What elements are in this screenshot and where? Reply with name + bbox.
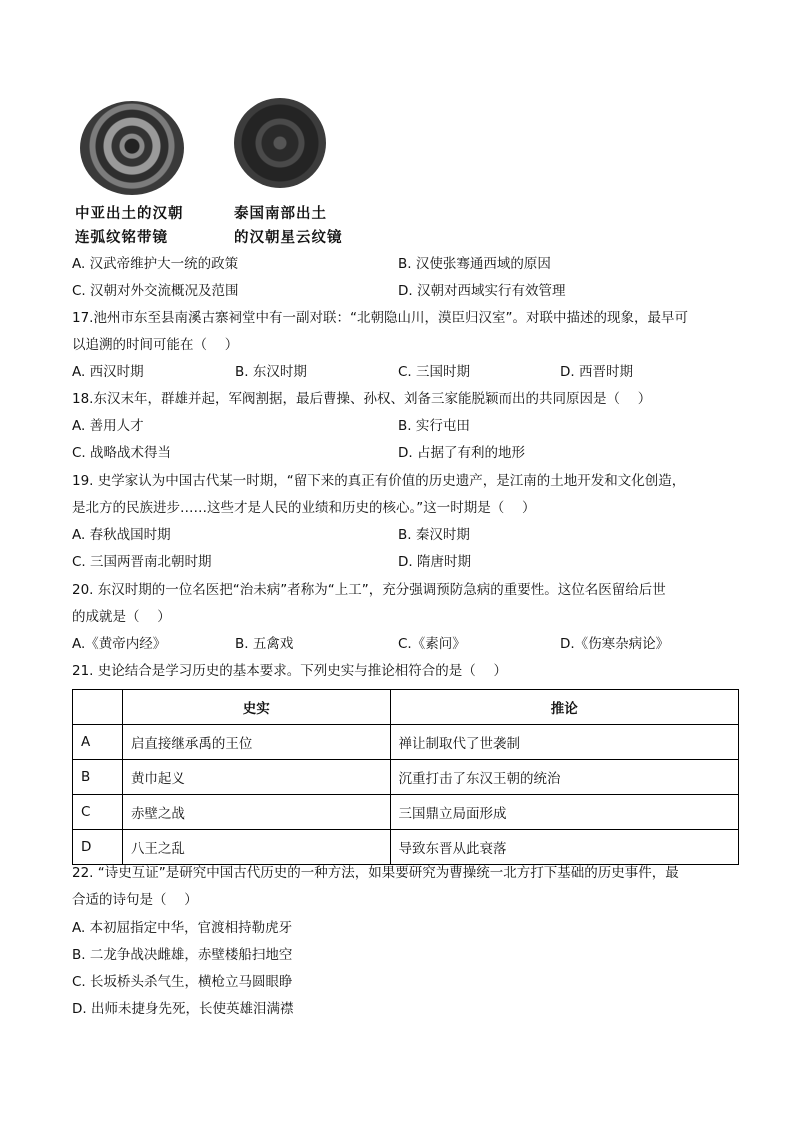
figure-caption-1-line2: 连弧纹铭带镜: [75, 229, 168, 246]
q22-option-a: A. 本初屈指定中华，官渡相持勒虎牙: [72, 920, 293, 936]
row-inference: 导致东晋从此衰落: [390, 830, 738, 865]
q16-option-a: A. 汉武帝维护大一统的政策: [72, 256, 239, 272]
row-inference: 禅让制取代了世袭制: [390, 725, 738, 760]
q17-option-b: B. 东汉时期: [235, 364, 307, 380]
q19-stem-line1: 19. 史学家认为中国古代某一时期，“留下来的真正有价值的历史遗产，是江南的土地开发和文化创造，: [72, 473, 686, 489]
q18-option-b: B. 实行屯田: [398, 418, 470, 434]
q18-option-c: C. 战略战术得当: [72, 445, 172, 461]
q17-option-a: A. 西汉时期: [72, 364, 144, 380]
figure-caption-1: [75, 202, 184, 250]
q22-option-b: B. 二龙争战决雌雄，赤壁楼船扫地空: [72, 947, 293, 963]
q22-stem-line2: 合适的诗句是（ ）: [72, 892, 198, 908]
row-label: A: [73, 725, 123, 760]
q17-stem-line2: 以追溯的时间可能在（ ）: [72, 337, 239, 353]
q17-option-c: C. 三国时期: [398, 364, 471, 380]
figure-caption-2-line2: 的汉朝星云纹镜: [234, 229, 343, 246]
q17-stem-line1: 17.池州市东至县南溪古寨祠堂中有一副对联：“北朝隐山川，漠臣归汉室”。对联中描述的现象，最早可: [72, 310, 688, 326]
q22-option-c: C. 长坂桥头杀气生，横枪立马圆眼睁: [72, 974, 293, 990]
row-fact: 八王之乱: [122, 830, 390, 865]
figure-caption-2: [234, 202, 343, 250]
table-row: [73, 795, 739, 830]
table-row: [73, 830, 739, 865]
row-label: D: [73, 830, 123, 865]
row-label: C: [73, 795, 123, 830]
q21-stem: 21. 史论结合是学习历史的基本要求。下列史实与推论相符合的是（ ）: [72, 663, 508, 679]
q18-stem: 18.东汉末年，群雄并起，军阀割据，最后曹操、孙权、刘备三家能脱颖而出的共同原因是（ ）: [72, 391, 652, 407]
table-row: [73, 725, 739, 760]
q17-option-d: D. 西晋时期: [560, 364, 633, 380]
row-fact: 黄巾起义: [122, 760, 390, 795]
table-header-fact: 史实: [122, 690, 390, 725]
q18-option-d: D. 占据了有利的地形: [398, 445, 525, 461]
q16-option-c: C. 汉朝对外交流概况及范围: [72, 283, 239, 299]
q19-option-b: B. 秦汉时期: [398, 527, 470, 543]
q18-option-a: A. 善用人才: [72, 418, 144, 434]
q20-option-c: C.《素问》: [398, 636, 466, 652]
q20-stem-line1: 20. 东汉时期的一位名医把“治未病”者称为“上工”，充分强调预防急病的重要性。这位名医留给后世: [72, 582, 666, 598]
table-header-inference: 推论: [390, 690, 738, 725]
han-mirror-image-central-asia: [80, 101, 184, 195]
q19-stem-line2: 是北方的民族进步……这些才是人民的业绩和历史的核心。”这一时期是（ ）: [72, 500, 536, 516]
q16-option-b: B. 汉使张骞通西域的原因: [398, 256, 551, 272]
row-inference: 沉重打击了东汉王朝的统治: [390, 760, 738, 795]
q19-option-a: A. 春秋战国时期: [72, 527, 171, 543]
figure-caption-1-line1: 中亚出土的汉朝: [75, 205, 184, 222]
han-mirror-image-thailand: [234, 98, 326, 188]
q22-option-d: D. 出师未捷身先死，长使英雄泪满襟: [72, 1001, 294, 1017]
row-fact: 赤壁之战: [122, 795, 390, 830]
row-inference: 三国鼎立局面形成: [390, 795, 738, 830]
q20-option-d: D.《伤寒杂病论》: [560, 636, 670, 652]
figure-caption-2-line1: 泰国南部出土: [234, 205, 327, 222]
q20-stem-line2: 的成就是（ ）: [72, 609, 171, 625]
table-header-label: [73, 690, 123, 725]
row-label: B: [73, 760, 123, 795]
row-fact: 启直接继承禹的王位: [122, 725, 390, 760]
q22-stem-line1: 22. “诗史互证”是研究中国古代历史的一种方法，如果要研究为曹操统一北方打下基础的历史事件，最: [72, 865, 679, 881]
q20-option-a: A.《黄帝内经》: [72, 636, 167, 652]
q19-option-d: D. 隋唐时期: [398, 554, 471, 570]
table-header-row: [73, 690, 739, 725]
q21-table: [72, 689, 739, 865]
q16-option-d: D. 汉朝对西域实行有效管理: [398, 283, 566, 299]
q19-option-c: C. 三国两晋南北朝时期: [72, 554, 212, 570]
table-row: [73, 760, 739, 795]
q20-option-b: B. 五禽戏: [235, 636, 294, 652]
